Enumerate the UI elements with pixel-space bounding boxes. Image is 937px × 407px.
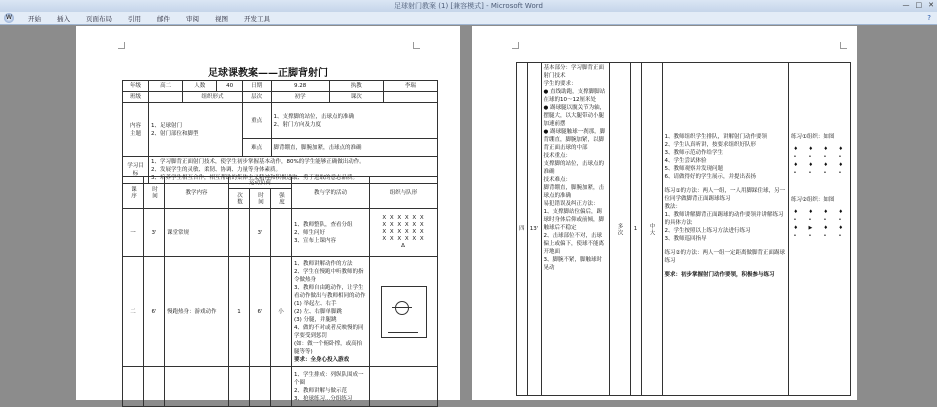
activity-item: 1、教师组织学生排队，讲解射门动作要领 xyxy=(664,134,768,140)
technique-text: 1、支撑脚站位偏后，踢球时身体后仰或前倾，脚触球后不稳定 xyxy=(543,209,605,231)
tab-home[interactable]: 开始 xyxy=(28,14,41,23)
grade-label: 年级 xyxy=(123,81,149,92)
teacher-label: 执教 xyxy=(329,81,383,92)
tab-mailings[interactable]: 邮件 xyxy=(157,14,170,23)
intensity-cell: 中大 xyxy=(641,63,662,396)
key-item: 2、射门方向及力度 xyxy=(273,121,321,128)
duration-cell: 1 xyxy=(630,63,641,396)
activity-item: 4、做的不对或者反映慢的同学要受到惩罚 xyxy=(294,324,364,339)
part-cell: 四 xyxy=(517,63,528,396)
technique-text: 学生的要求： xyxy=(543,81,577,87)
time-cell xyxy=(144,367,165,407)
activity-item: (2) 左、右脚单脚跳 xyxy=(294,308,343,315)
formation-cell xyxy=(370,367,438,407)
activity-cell xyxy=(292,367,370,407)
date-label: 日期 xyxy=(242,81,271,92)
activity-item: 4、学生尝试体验 xyxy=(664,158,707,164)
table-row xyxy=(123,209,438,257)
time-cell: 13' xyxy=(527,63,541,396)
lesson-table-continued xyxy=(516,62,851,396)
times-cell xyxy=(229,367,250,407)
formation-cell xyxy=(789,63,851,396)
technique-text: 技术重点： xyxy=(543,153,572,159)
formation-grid xyxy=(372,215,435,250)
class-value xyxy=(149,92,183,103)
practice-text: 练习①的方法：两人一组，一人用脚踩住球，另一位同学做脚背正面踢球练习 xyxy=(664,188,785,202)
table-row xyxy=(517,63,851,396)
count-value: 40 xyxy=(217,81,243,92)
doc-title: 足球课教案——正脚背射门 xyxy=(208,68,328,79)
practice2-diagram: ♦ ♦ ♦ ♦ • • • • ♦ ▶ ♦ ♦ • • • • xyxy=(793,209,843,239)
times-cell: 多次 xyxy=(609,63,630,396)
lesson-value xyxy=(383,92,437,103)
activity-item: 2、教师讲解与做示范 xyxy=(294,387,347,394)
form-label: 组织形式 xyxy=(183,92,243,103)
maximize-button[interactable]: □ xyxy=(915,1,923,9)
content-topic-label xyxy=(123,103,149,157)
page-1 xyxy=(76,26,460,400)
level-value: 初学 xyxy=(271,92,329,103)
key-cell xyxy=(271,103,438,139)
tab-review[interactable]: 审阅 xyxy=(186,14,199,23)
col-times: 次数 xyxy=(229,189,250,209)
crop-mark xyxy=(413,42,420,49)
activity-item: 2、师生问好 xyxy=(294,229,325,236)
col-time: 时间 xyxy=(144,177,165,209)
intensity-cell xyxy=(271,367,292,407)
minimize-button[interactable]: — xyxy=(902,1,910,9)
part-cell: 一 xyxy=(123,209,144,257)
page-2 xyxy=(472,26,857,400)
formation-cell xyxy=(370,257,438,367)
technique-text: 基本部分：学习脚背正面射门技术 xyxy=(543,65,605,79)
col-duration: 时间 xyxy=(250,189,271,209)
lesson-label: 课次 xyxy=(329,92,383,103)
crop-mark xyxy=(512,42,519,49)
tab-view[interactable]: 视图 xyxy=(215,14,228,23)
formation-row: X X X X X X xyxy=(382,215,425,221)
times-cell: 1 xyxy=(229,257,250,367)
activity-cell xyxy=(662,63,788,396)
field-center-circle xyxy=(395,301,409,315)
org-label: 练习②组织：如图 xyxy=(791,197,835,203)
content-cell xyxy=(165,367,229,407)
close-button[interactable]: ✕ xyxy=(928,1,934,9)
goal-item: 1、学习脚背正面射门技术，使学生初步掌握基本动作，80%的学生能够正确做出动作。 xyxy=(151,159,365,165)
activity-item: 6、请做得好的学生展示，并提出表扬 xyxy=(664,174,757,180)
lesson-table xyxy=(122,176,438,407)
requirement-text: 要求：初步掌握射门动作要领，积极参与练习 xyxy=(664,272,775,278)
formation-cell xyxy=(370,209,438,257)
activity-item: 3、宣布上课内容 xyxy=(294,237,336,244)
activity-cell xyxy=(292,257,370,367)
teacher-triangle-icon: Δ xyxy=(401,243,406,249)
requirement-text: 要求：全身心投入游戏 xyxy=(294,356,350,363)
level-label: 层次 xyxy=(242,92,271,103)
teacher-value: 李瑞 xyxy=(383,81,437,92)
activity-item: 2、学生在慢跑中听教师的指令做热身 xyxy=(294,268,364,283)
content-cell xyxy=(149,103,243,157)
activity-item: 5、教师观察并发现问题 xyxy=(664,166,724,172)
field-diagram xyxy=(381,286,427,338)
col-content: 教学内容 xyxy=(165,177,229,209)
goal-item: 2、发展学生的灵敏、柔韧、协调、力量等身体素质。 xyxy=(151,167,282,173)
crop-mark xyxy=(118,42,125,49)
technique-text: ● 踢球腿触球一刹那，脚背绷直，脚腕加紧，以脚背正面击球的中部 xyxy=(543,129,606,151)
col-load: 运动负荷 xyxy=(229,177,292,189)
technique-text: 技术难点： xyxy=(543,177,572,183)
practice-text: 1、教师讲解脚背正面踢球的动作要领并讲解练习的具体方法 xyxy=(664,212,784,226)
table-row xyxy=(123,257,438,367)
part-cell: 二 xyxy=(123,257,144,367)
content-label: 内容 xyxy=(129,122,141,129)
activity-item: 3、教师示范动作给学生 xyxy=(664,150,724,156)
tab-page-layout[interactable]: 页面布局 xyxy=(86,14,112,23)
activity-item: (3) 分腿，并腿跳 xyxy=(294,316,337,323)
content-cell: 慢跑热身：游戏动作 xyxy=(165,257,229,367)
technique-cell xyxy=(541,63,609,396)
col-activity: 教与学的活动 xyxy=(292,177,370,209)
duration-cell: 6' xyxy=(250,257,271,367)
activity-item: (1) 举起左、右手 xyxy=(294,300,337,307)
practice1-diagram: ♦ ♦ ♦ ♦ • • • • ♦ ♦ ♦ ♦ • • • • xyxy=(793,146,843,176)
count-label: 人数 xyxy=(183,81,217,92)
activity-item: 1、教师讲解动作的方法 xyxy=(294,260,353,267)
technique-text: 2、击球部位不对，击球偏上或偏下，使球不能离开地面 xyxy=(543,233,605,255)
tab-insert[interactable]: 插入 xyxy=(57,14,70,23)
date-value: 9.28 xyxy=(271,81,329,92)
activity-item: (如：做一个俯卧撑，或高抬腿等等) xyxy=(294,340,363,355)
table-row xyxy=(123,367,438,407)
crop-mark xyxy=(840,42,847,49)
office-button-icon[interactable]: W xyxy=(4,13,14,23)
formation-row: X X X X X X xyxy=(382,236,425,242)
technique-text: 3、脚腕不紧，脚触球时晃动 xyxy=(543,257,603,271)
title-bar xyxy=(0,0,937,12)
formation-row: X X X X X X xyxy=(382,229,425,235)
practice-text: 3、教师巡回指导 xyxy=(664,236,707,242)
time-cell: 3' xyxy=(144,209,165,257)
technique-text: 脚背绷直，脚腕加紧，击球点的准确 xyxy=(543,185,605,199)
document-area[interactable] xyxy=(0,26,937,400)
tab-developer[interactable]: 开发工具 xyxy=(244,14,270,23)
help-icon[interactable]: ? xyxy=(927,14,931,22)
intensity-cell: 小 xyxy=(271,257,292,367)
col-org: 组织与队形 xyxy=(370,177,438,209)
technique-text: 支撑脚的站位，击球点的准确 xyxy=(543,161,605,175)
practice-text: 练习②的方法：两人一组一定距离做脚背正面踢球练习 xyxy=(664,250,785,264)
goal-item: 3、培养学生相互合作，相互帮助的集体主义精神和积极进取、勇于进取的意志品质。 xyxy=(151,175,359,181)
ribbon-tabs xyxy=(0,12,937,25)
time-cell: 6' xyxy=(144,257,165,367)
intensity-cell xyxy=(271,209,292,257)
class-label: 班级 xyxy=(123,92,149,103)
activity-cell xyxy=(292,209,370,257)
activity-item: 2、学生认真听讲，按要求组织好队形 xyxy=(664,142,757,148)
practice-text: 2、学生按照以上练习方法进行练习 xyxy=(664,228,751,234)
content-item: 1、足球射门 xyxy=(151,122,182,129)
technique-text: ● 踢球腿以髋关节为轴，摆腿大，以大腿带动小腿加速前摆 xyxy=(543,105,606,127)
run-arrow-icon xyxy=(388,332,418,333)
duration-cell xyxy=(250,367,271,407)
times-cell xyxy=(229,209,250,257)
technique-text: 易犯错误及纠正方法： xyxy=(543,201,599,207)
activity-item: 1、教师整队，查看分组 xyxy=(294,221,353,228)
col-part: 课序 xyxy=(123,177,144,209)
header-table xyxy=(122,80,438,184)
content-cell: 课堂常规 xyxy=(165,209,229,257)
goal-label: 学习目标 xyxy=(123,157,149,184)
topic-label: 主题 xyxy=(129,130,141,137)
practice-text: 教法： xyxy=(664,204,682,210)
key-item: 1、支撑脚的站位，击球点的准确 xyxy=(273,113,355,120)
difficulty-label: 难点 xyxy=(242,139,271,157)
duration-cell: 3' xyxy=(250,209,271,257)
org-label: 练习①组织：如图 xyxy=(791,134,835,140)
window-controls xyxy=(903,1,935,10)
key-label: 重点 xyxy=(242,103,271,139)
tab-references[interactable]: 引用 xyxy=(128,14,141,23)
col-intensity: 强度 xyxy=(271,189,292,209)
activity-item: 3、教师自由跑动作，让学生看动作做出与教师相同的动作 xyxy=(294,284,366,299)
content-item: 2、射门部位和脚型 xyxy=(151,130,199,137)
part-cell xyxy=(123,367,144,407)
difficulty-value: 脚背绷直，脚腕加紧，击球点的准确 xyxy=(271,139,438,157)
activity-item: 3、抢球练习...分组练习 xyxy=(294,395,353,402)
formation-row: X X X X X X xyxy=(382,222,425,228)
technique-text: ● 直线助跑，支撑脚脚站在球的10～12厘米处 xyxy=(543,89,606,103)
grade-value: 高二 xyxy=(149,81,183,92)
activity-item: 1、学生排成：列纵队围成一个圈 xyxy=(294,371,364,386)
window-title: 足球射门教案 (1) [兼容模式] - Microsoft Word xyxy=(394,2,543,10)
